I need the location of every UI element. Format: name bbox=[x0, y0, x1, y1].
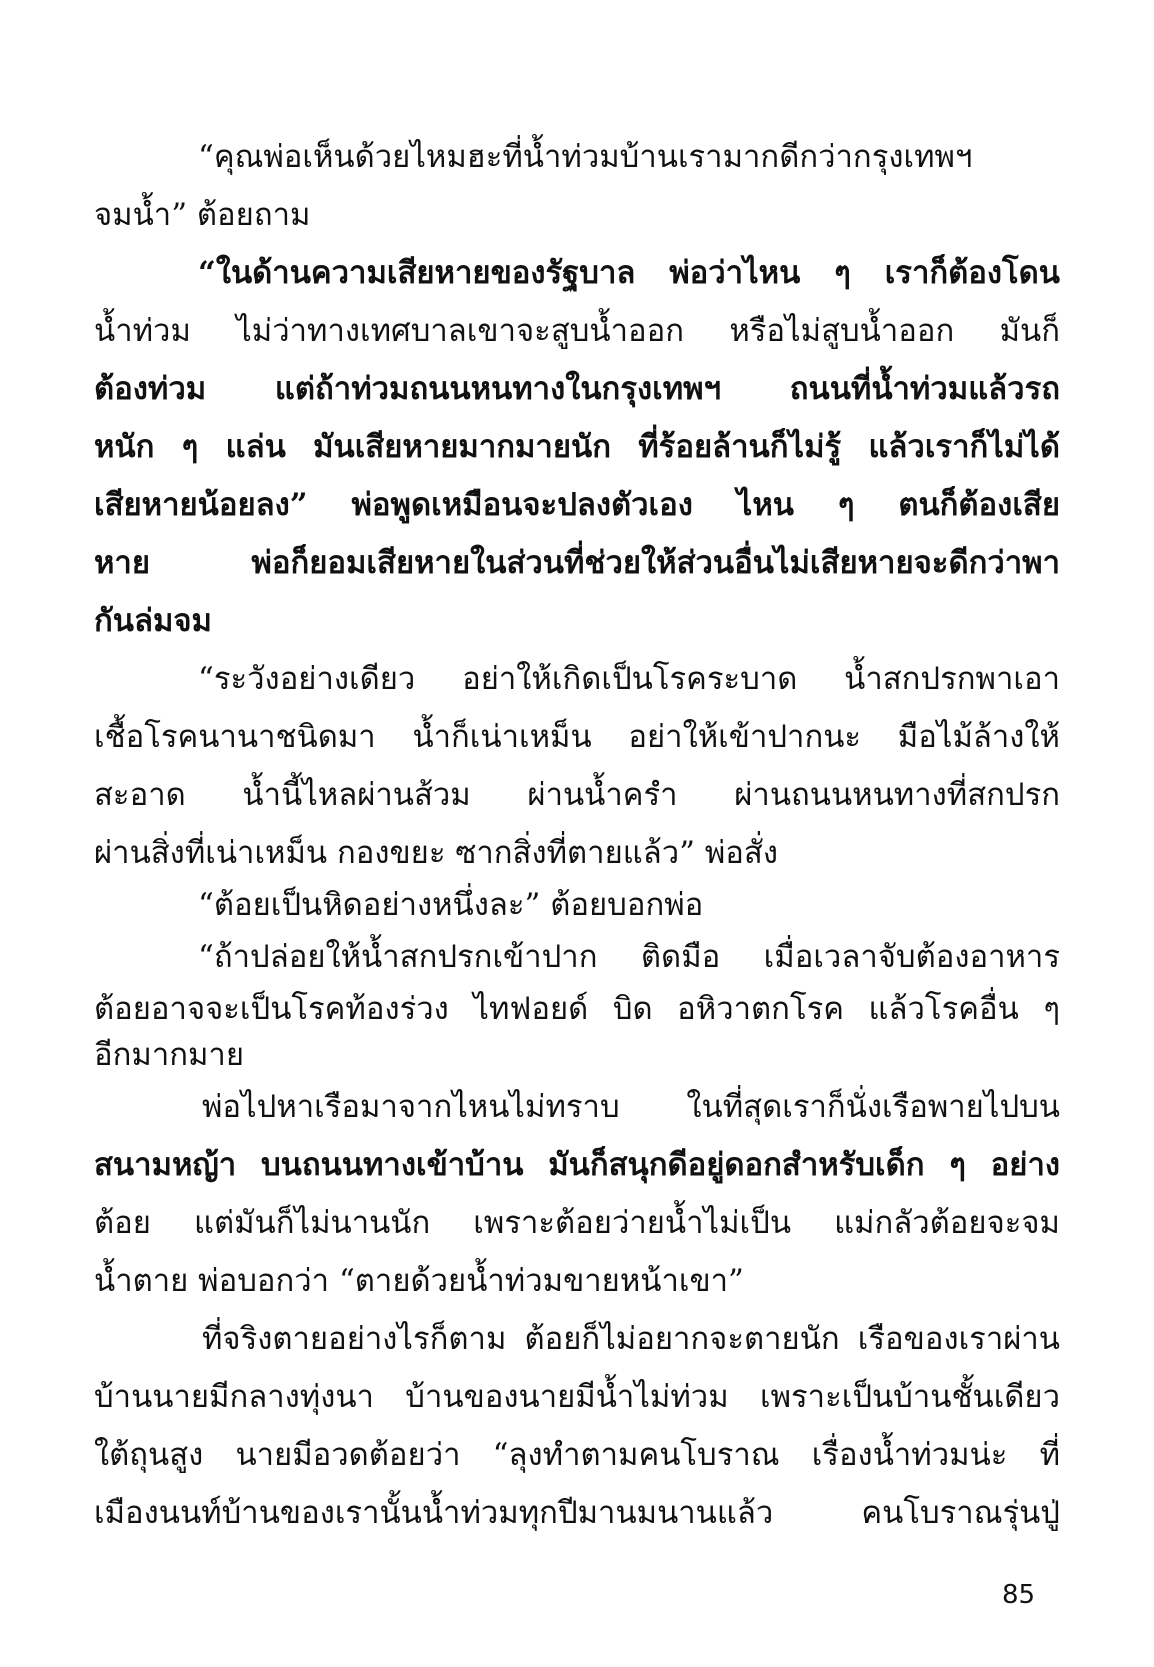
text-line: “คุณพ่อเห็นด้วยไหมฮะที่น้ำท่วมบ้านเรามากดีกว่ากรุงเทพฯ bbox=[198, 139, 973, 175]
text-line: “ต้อยเป็นหิดอย่างหนึ่งละ” ต้อยบอกพ่อ bbox=[198, 887, 704, 923]
text-line: พ่อไปหาเรือมาจากไหนไม่ทราบ ในที่สุดเราก็นั่งเรือพายไปบน bbox=[202, 1089, 1060, 1125]
text-line: ที่จริงตายอย่างไรก็ตาม ต้อยก็ไม่อยากจะตายนัก เรือของเราผ่าน bbox=[202, 1321, 1060, 1357]
text-line: หาย พ่อก็ยอมเสียหายในส่วนที่ช่วยให้ส่วนอื่นไม่เสียหายจะดีกว่าพา bbox=[94, 545, 1060, 581]
text-line: อีกมากมาย bbox=[94, 1037, 245, 1073]
text-line: กันล่มจม bbox=[94, 603, 212, 639]
text-line: น้ำท่วม ไม่ว่าทางเทศบาลเขาจะสูบน้ำออก หรือไม่สูบน้ำออก มันก็ bbox=[94, 313, 1060, 349]
text-line: เสียหายน้อยลง” พ่อพูดเหมือนจะปลงตัวเอง ไหน ๆ ตนก็ต้องเสีย bbox=[94, 487, 1060, 523]
text-line: น้ำตาย พ่อบอกว่า “ตายด้วยน้ำท่วมขายหน้าเขา” bbox=[94, 1263, 744, 1299]
text-line: สนามหญ้า บนถนนทางเข้าบ้าน มันก็สนุกดีอยู่ดอกสำหรับเด็ก ๆ อย่าง bbox=[94, 1147, 1060, 1183]
text-line: ใต้ถุนสูง นายมีอวดต้อยว่า “ลุงทำตามคนโบราณ เรื่องน้ำท่วมน่ะ ที่ bbox=[94, 1437, 1060, 1473]
text-line: “ในด้านความเสียหายของรัฐบาล พ่อว่าไหน ๆ เราก็ต้องโดน bbox=[198, 255, 1060, 291]
text-line: ต้อย แต่มันก็ไม่นานนัก เพราะต้อยว่ายน้ำไม่เป็น แม่กลัวต้อยจะจม bbox=[94, 1205, 1060, 1241]
page-number: 85 bbox=[1002, 1580, 1036, 1610]
text-line: ผ่านสิ่งที่เน่าเหม็น กองขยะ ซากสิ่งที่ตายแล้ว” พ่อสั่ง bbox=[94, 835, 778, 871]
text-line: “ระวังอย่างเดียว อย่าให้เกิดเป็นโรคระบาด น้ำสกปรกพาเอา bbox=[198, 661, 1060, 697]
text-line: “ถ้าปล่อยให้น้ำสกปรกเข้าปาก ติดมือ เมื่อเวลาจับต้องอาหาร bbox=[198, 939, 1060, 975]
text-line: สะอาด น้ำนี้ไหลผ่านส้วม ผ่านน้ำครำ ผ่านถนนหนทางที่สกปรก bbox=[94, 777, 1060, 813]
text-line: บ้านนายมีกลางทุ่งนา บ้านของนายมีน้ำไม่ท่วม เพราะเป็นบ้านชั้นเดียว bbox=[94, 1379, 1060, 1415]
text-line: หนัก ๆ แล่น มันเสียหายมากมายนัก ที่ร้อยล้านก็ไม่รู้ แล้วเราก็ไม่ได้ bbox=[94, 429, 1060, 465]
text-line: เมืองนนท์บ้านของเรานั้นน้ำท่วมทุกปีมานมนานแล้ว คนโบราณรุ่นปู่ bbox=[94, 1495, 1060, 1531]
body-text bbox=[94, 128, 1060, 1542]
text-line: ต้อยอาจจะเป็นโรคท้องร่วง ไทฟอยด์ บิด อหิวาตกโรค แล้วโรคอื่น ๆ bbox=[94, 991, 1060, 1027]
text-line: จมน้ำ” ต้อยถาม bbox=[94, 197, 311, 233]
text-line: ต้องท่วม แต่ถ้าท่วมถนนหนทางในกรุงเทพฯ ถนนที่น้ำท่วมแล้วรถ bbox=[94, 371, 1060, 407]
text-line: เชื้อโรคนานาชนิดมา น้ำก็เน่าเหม็น อย่าให้เข้าปากนะ มือไม้ล้างให้ bbox=[94, 719, 1060, 755]
